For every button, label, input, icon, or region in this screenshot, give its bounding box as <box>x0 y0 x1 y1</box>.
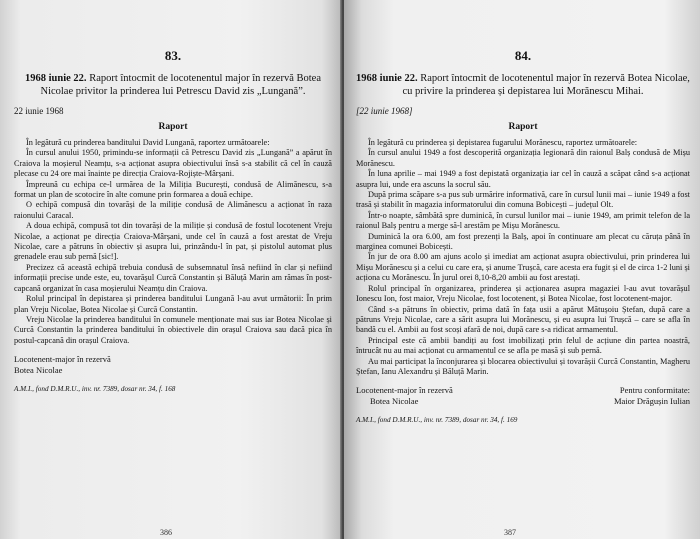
document-date: 22 iunie 1968 <box>14 106 64 116</box>
paragraph: Rolul principal în organizarea, prinderea și acționarea asupra magaziei l-au avut tovarășul Ionescu Ion, fost maior, Vreju Nicolae, fost locotenent, și Botea Nicolae, fost locotenent-major. <box>356 283 690 304</box>
signature-block <box>356 385 690 406</box>
paragraph: Rolul principal în depistarea și prinderea banditului Lungană l-au avut următorii: În prim plan Vreju Nicolae, Botea Nicolae și Curcă Constantin. <box>14 294 332 314</box>
paragraph: Vreju Nicolae la prinderea banditului în comunele menționate mai sus iar Botea Nicolae și Curcă Constantin la prinderea banditului în obiectivele din orașul Craiova sau dacă pica în postul-capcană din orașul Craiova. <box>14 314 332 345</box>
right-page-content <box>356 48 690 424</box>
signature-name: Botea Nicolae <box>370 395 419 406</box>
paragraph: Împreună cu echipa ce-l urmărea de la Miliția București, condusă de Alimănescu, s-a format un plan de scotocire în alte comune prin formarea a două echipe. <box>14 179 332 200</box>
left-page-content <box>14 48 332 393</box>
paragraph: Precizez că această echipă trebuia condusă de subsemnatul însă nefiind în clar și nefiind informații precise unde este, eu, tovarășul Curcă Constantin și Băluță Marin am rămas în post-capcană organizat în casa moșierului Neamțu din Craiova. <box>14 262 332 293</box>
raport-heading: Raport <box>158 122 188 132</box>
page-number: 386 <box>160 528 172 537</box>
paragraph: Într-o noapte, sâmbătă spre duminică, în cursul lunilor mai – iunie 1949, am primit telefon de la raionul Balș pentru a merge să-l arestăm pe Mișu Morănescu. <box>356 210 690 231</box>
document-number: 84. <box>514 48 532 63</box>
paragraph: În legătură cu prinderea și depistarea fugarului Morănescu, raportez următoarele: <box>368 138 638 147</box>
title-date: 1968 iunie 22. <box>25 73 87 84</box>
signature-block <box>14 354 332 375</box>
paragraph: După prima scăpare s-a pus sub urmărire informativă, care în cursul lunii mai – iunie 1949 a fost trasă și stabilit în magazia informatorului din comuna Bobicești – județul Olt. <box>356 190 690 210</box>
page-number: 387 <box>504 528 516 537</box>
signature-left <box>356 385 453 406</box>
paragraph: O echipă compusă din tovarăși de la miliție condusă de Alimănescu a acționat în raza raionului Caracal. <box>14 200 332 220</box>
document-title <box>356 72 690 98</box>
paragraph: În cursul anului 1950, primindu-se informații că Petrescu David zis „Lungană” a apărut în Craiova la moșierul Neamțu, s-a acționat asupra obiectivului însă s-a stabilit că cel în cauză plecase cu 24 ore mai înainte pe direcția Craiova-Rojiște-Mârșani. <box>14 148 332 179</box>
paragraph: În luna aprilie – mai 1949 a fost depistată organizația iar cel în cauză a scăpat când s-a acționat asupra lui, unde era ascuns la socrul său. <box>356 169 690 189</box>
document-title <box>14 72 332 98</box>
left-page <box>0 0 342 539</box>
paragraph: În jur de ora 8.00 am ajuns acolo și imediat am acționat asupra obiectivului, prin prinderea lui Mișu Morănescu și a celui cu care era, și anume Trușcă, care acesta era fugit și el de circa 1-2 luni și acționa cu Morănescu. În jurul orei 8,10-8,20 ambii au fost arestați. <box>356 252 690 283</box>
title-text: Raport întocmit de locotenentul major în rezervă Botea Nicolae, cu privire la prinderea și depistarea lui Morănescu Mihai. <box>402 73 690 97</box>
raport-heading: Raport <box>508 122 538 132</box>
report-body <box>14 138 332 346</box>
title-text: Raport întocmit de locotenentul major în rezervă Botea Nicolae privitor la prinderea lui Petrescu David zis „Lungană”. <box>40 73 321 97</box>
paragraph: În legătură cu prinderea banditului David Lungană, raportez următoarele: <box>26 138 270 147</box>
conformity-block <box>614 385 690 406</box>
paragraph: Când s-a pătruns în obiectiv, prima dată în fața usii a apărut Mătușoiu Ștefan, după care a pătruns Vreju Nicolae, care a sărit asupra lui Morănescu, și eu asupra lui Trușcă – care se afla în bandă cu el. Ambii au fost scoși afară de noi, după care s-a ridicat armamentul. <box>356 304 690 335</box>
right-page <box>344 0 700 539</box>
document-date: [22 iunie 1968] <box>356 106 413 116</box>
paragraph: A doua echipă, compusă tot din tovarăși de la miliție și condusă de fostul locotenent Vreju Nicolae, a acționat pe direcția Craiova-Mârșani, unde cel în cauză a fost arestat de Vreju Nicolae, care a pătruns în obiectiv și asupra lui, prinzându-l în pat, și pistolul automat plus grenadele erau sub pernă [sic!]. <box>14 221 332 262</box>
report-body <box>356 138 690 377</box>
paragraph: În cursul anului 1949 a fost descoperită organizația legionară din raionul Balș condusă de Mișu Morănescu. <box>356 148 690 168</box>
paragraph: Au mai participat la înconjurarea și blocarea obiectivului și tovarășii Curcă Constantin, Magheru Ștefan, Ianu Alexandru și Băluță Marin. <box>356 356 690 376</box>
archive-source: A.M.I., fond D.M.R.U., inv. nr. 7389, dosar nr. 34, f. 169 <box>356 416 518 425</box>
document-number: 83. <box>164 48 182 63</box>
conformity-name: Maior Drăgușin Iulian <box>613 395 690 406</box>
paragraph: Principal este că ambii bandiți au fost imobilizați prin felul de acțiune din partea noastră, întrucât nu au mai acționat cu armamentul ce se afla pe masă și sub pernă. <box>356 335 690 356</box>
signature-role: Locotenent-major în rezervă <box>14 354 111 365</box>
signature-name: Botea Nicolae <box>14 364 63 375</box>
archive-source: A.M.I., fond D.M.R.U., inv. nr. 7389, dosar nr. 34, f. 168 <box>14 385 176 394</box>
conformity-label: Pentru conformitate: <box>619 385 690 396</box>
paragraph: Duminică la ora 6.00, am fost prezenți la Balș, apoi în continuare am plecat cu căruța până în marginea comunei Bobicești. <box>356 231 690 252</box>
signature-role: Locotenent-major în rezervă <box>356 385 453 396</box>
title-date: 1968 iunie 22. <box>356 73 418 84</box>
